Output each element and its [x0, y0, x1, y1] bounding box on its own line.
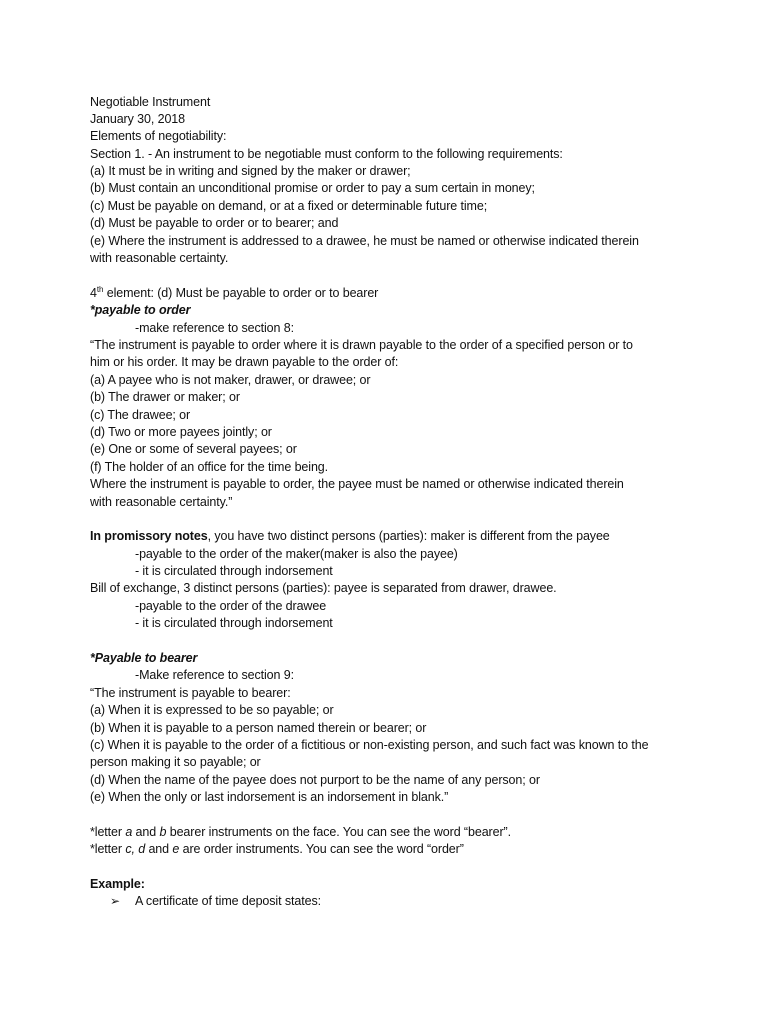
section-8-d: (d) Two or more payees jointly; or	[90, 425, 272, 439]
note-order-letters	[90, 841, 464, 857]
section-8-e: (e) One or some of several payees; or	[90, 442, 297, 456]
note2-letters-c-d: c, d	[125, 842, 146, 856]
section-9-e: (e) When the only or last indorsement is an indorsement in blank.”	[90, 790, 449, 804]
example-heading: Example:	[90, 877, 145, 891]
requirement-a: (a) It must be in writing and signed by the maker or drawer;	[90, 164, 411, 178]
section-9-c-line1: (c) When it is payable to the order of a fictitious or non-existing person, and such fact was known to the	[90, 738, 649, 752]
note1-letter-b: b	[159, 825, 167, 839]
note-bearer-letters	[90, 824, 511, 840]
section-8-f: (f) The holder of an office for the time being.	[90, 460, 329, 474]
promissory-notes-line	[90, 528, 610, 544]
doc-title: Negotiable Instrument	[90, 95, 211, 109]
promissory-notes-text: , you have two distinct persons (parties): maker is different from the payee	[207, 529, 610, 543]
section-8-where-line1: Where the instrument is payable to order, the payee must be named or otherwise indicated therein	[90, 477, 624, 491]
promissory-note-point-1: -payable to the order of the maker(maker is also the payee)	[135, 547, 458, 561]
requirement-b: (b) Must contain an unconditional promise or order to pay a sum certain in money;	[90, 181, 535, 195]
fourth-number: 4	[90, 286, 97, 300]
section-9-c-line2: person making it so payable; or	[90, 755, 261, 769]
section-8-line1: “The instrument is payable to order where it is drawn payable to the order of a specified person or to	[90, 338, 633, 352]
section-8-where-line2: with reasonable certainty.”	[90, 495, 233, 509]
note1-and: and	[132, 825, 160, 839]
bill-of-exchange-line: Bill of exchange, 3 distinct persons (parties): payee is separated from drawer, drawee.	[90, 581, 557, 595]
promissory-note-point-2: - it is circulated through indorsement	[135, 564, 333, 578]
elements-heading: Elements of negotiability:	[90, 129, 227, 143]
section-9-d: (d) When the name of the payee does not purport to be the name of any person; or	[90, 773, 540, 787]
note2-letter-e: e	[172, 842, 180, 856]
requirement-e-line1: (e) Where the instrument is addressed to a drawee, he must be named or otherwise indicated therein	[90, 234, 639, 248]
ref-section-8: -make reference to section 8:	[135, 321, 294, 335]
note1-text: bearer instruments on the face. You can see the word “bearer”.	[166, 825, 511, 839]
note2-text: are order instruments. You can see the word “order”	[179, 842, 464, 856]
example-bullet-text: A certificate of time deposit states:	[135, 894, 321, 908]
arrow-bullet-icon: ➢	[110, 894, 121, 908]
note1-letter-a: a	[125, 825, 133, 839]
bill-of-exchange-point-2: - it is circulated through indorsement	[135, 616, 333, 630]
promissory-notes-label: In promissory notes	[90, 529, 208, 543]
fourth-element-heading	[90, 285, 378, 301]
payable-to-order-heading: *payable to order	[90, 303, 191, 317]
requirement-e-line2: with reasonable certainty.	[90, 251, 229, 265]
section-8-line2: him or his order. It may be drawn payable to the order of:	[90, 355, 399, 369]
section-8-a: (a) A payee who is not maker, drawer, or drawee; or	[90, 373, 371, 387]
fourth-superscript: th	[96, 284, 104, 294]
note2-and: and	[145, 842, 173, 856]
section-9-line1: “The instrument is payable to bearer:	[90, 686, 291, 700]
section-9-b: (b) When it is payable to a person named therein or bearer; or	[90, 721, 427, 735]
requirement-d: (d) Must be payable to order or to bearer; and	[90, 216, 339, 230]
section-8-b: (b) The drawer or maker; or	[90, 390, 240, 404]
note2-prefix: *letter	[90, 842, 126, 856]
section-9-a: (a) When it is expressed to be so payable; or	[90, 703, 334, 717]
ref-section-9: -Make reference to section 9:	[135, 668, 294, 682]
requirement-c: (c) Must be payable on demand, or at a fixed or determinable future time;	[90, 199, 488, 213]
section-1: Section 1. - An instrument to be negotiable must conform to the following requirements:	[90, 147, 563, 161]
bill-of-exchange-point-1: -payable to the order of the drawee	[135, 599, 327, 613]
fourth-text: element: (d) Must be payable to order or to bearer	[103, 286, 379, 300]
doc-date: January 30, 2018	[90, 112, 186, 126]
payable-to-bearer-heading: *Payable to bearer	[90, 651, 198, 665]
section-8-c: (c) The drawee; or	[90, 408, 191, 422]
note1-prefix: *letter	[90, 825, 126, 839]
